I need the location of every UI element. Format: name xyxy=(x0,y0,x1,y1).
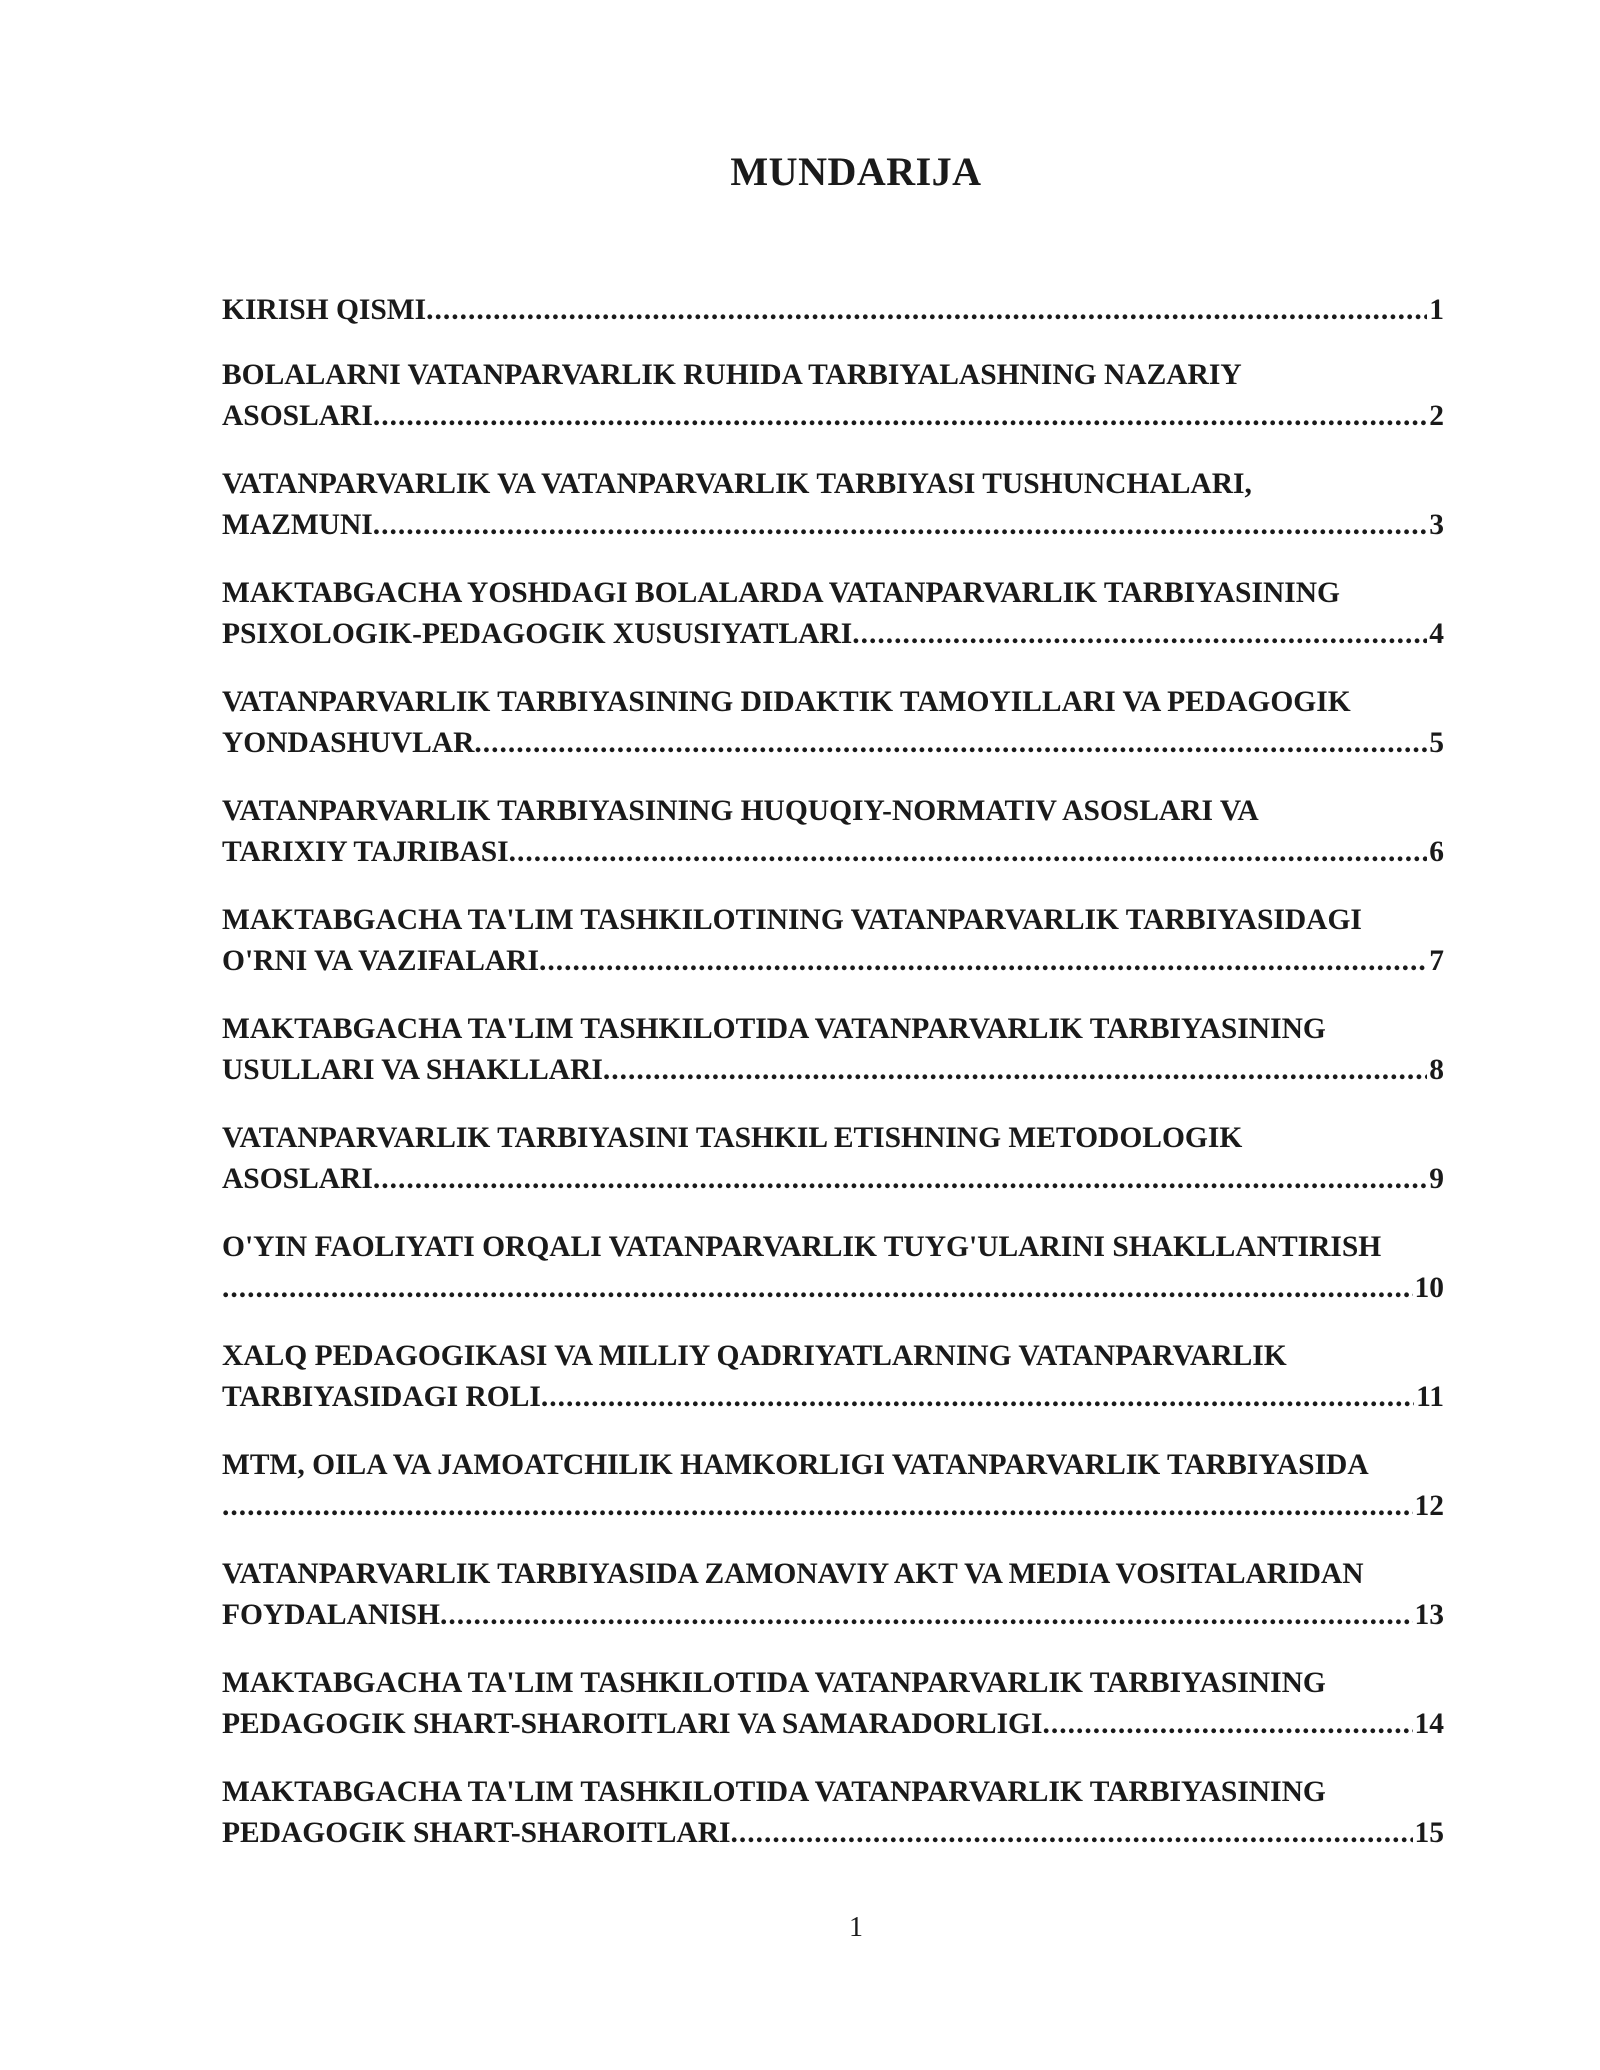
toc-entry-title-line1: O'YIN FAOLIYATI ORQALI VATANPARVARLIK TUYG'ULARINI SHAKLLANTIRISH xyxy=(222,1231,1382,1263)
dot-leader xyxy=(603,1050,1427,1091)
page-footer-number: 1 xyxy=(849,1912,863,1943)
dot-leader xyxy=(440,1595,1413,1636)
toc-entry-title-line2: YONDASHUVLAR xyxy=(222,727,475,759)
toc-entry-title-line2: PEDAGOGIK SHART-SHAROITLARI xyxy=(222,1817,731,1849)
toc-page-number: 7 xyxy=(1429,945,1444,977)
toc-page-number: 10 xyxy=(1414,1272,1444,1304)
dot-leader xyxy=(426,290,1427,331)
toc-entry-title-line2: FOYDALANISH xyxy=(222,1599,440,1631)
toc-page-number: 1 xyxy=(1429,294,1444,326)
toc-entry-title-line1: MAKTABGACHA TA'LIM TASHKILOTIDA VATANPARVARLIK TARBIYASINING xyxy=(222,1667,1326,1699)
dot-leader xyxy=(509,832,1428,873)
toc-entry-title-line1: VATANPARVARLIK TARBIYASINI TASHKIL ETISHNING METODOLOGIK xyxy=(222,1122,1243,1154)
toc-entry-title-line1: MAKTABGACHA TA'LIM TASHKILOTIDA VATANPARVARLIK TARBIYASINING xyxy=(222,1013,1326,1045)
toc-entry-12[interactable] xyxy=(222,1445,1444,1527)
toc-page-number: 14 xyxy=(1414,1708,1444,1740)
toc-entry-lastline xyxy=(222,396,1444,437)
toc-entry-title-line1: XALQ PEDAGOGIKASI VA MILLIY QADRIYATLARNING VATANPARVARLIK xyxy=(222,1340,1287,1372)
toc-entry-5[interactable] xyxy=(222,682,1444,764)
toc-page-number: 3 xyxy=(1429,509,1444,541)
toc-entry-lastline xyxy=(222,290,1444,331)
toc-page-number: 11 xyxy=(1416,1381,1444,1413)
toc-entry-8[interactable] xyxy=(222,1009,1444,1091)
dot-leader xyxy=(474,723,1427,764)
dot-leader xyxy=(852,614,1427,655)
toc-entry-7[interactable] xyxy=(222,900,1444,982)
toc-page-number: 12 xyxy=(1414,1490,1444,1522)
dot-leader xyxy=(373,396,1427,437)
toc-entry-title-line1: MTM, OILA VA JAMOATCHILIK HAMKORLIGI VATANPARVARLIK TARBIYASIDA xyxy=(222,1449,1369,1481)
table-of-contents xyxy=(222,290,1444,1881)
toc-entry-title-line2: TARBIYASIDAGI ROLI xyxy=(222,1381,541,1413)
toc-entry-11[interactable] xyxy=(222,1336,1444,1418)
toc-entry-lastline xyxy=(222,941,1444,982)
page-title: MUNDARIJA xyxy=(730,149,982,194)
toc-entry-lastline xyxy=(222,1377,1444,1418)
dot-leader xyxy=(222,1268,1413,1309)
toc-entry-4[interactable] xyxy=(222,573,1444,655)
toc-entry-title-line2: ASOSLARI xyxy=(222,400,373,432)
toc-page-number: 9 xyxy=(1429,1163,1444,1195)
toc-page-number: 6 xyxy=(1429,836,1444,868)
toc-entry-title-line1: VATANPARVARLIK VA VATANPARVARLIK TARBIYASI TUSHUNCHALARI, xyxy=(222,468,1252,500)
toc-entry-6[interactable] xyxy=(222,791,1444,873)
toc-entry-9[interactable] xyxy=(222,1118,1444,1200)
toc-entry-1[interactable] xyxy=(222,290,1444,331)
toc-entry-lastline xyxy=(222,1268,1444,1309)
toc-entry-13[interactable] xyxy=(222,1554,1444,1636)
toc-entry-lastline xyxy=(222,1704,1444,1745)
toc-entry-title-line2: TARIXIY TAJRIBASI xyxy=(222,836,509,868)
toc-page-number: 13 xyxy=(1414,1599,1444,1631)
toc-entry-title-line1: MAKTABGACHA YOSHDAGI BOLALARDA VATANPARVARLIK TARBIYASINING xyxy=(222,577,1340,609)
toc-page-number: 2 xyxy=(1429,400,1444,432)
toc-entry-lastline xyxy=(222,505,1444,546)
toc-entry-lastline xyxy=(222,832,1444,873)
dot-leader xyxy=(373,1159,1427,1200)
toc-entry-3[interactable] xyxy=(222,464,1444,546)
toc-entry-2[interactable] xyxy=(222,355,1444,437)
toc-entry-title-line2: ASOSLARI xyxy=(222,1163,373,1195)
toc-entry-lastline xyxy=(222,1050,1444,1091)
toc-entry-title-line2: O'RNI VA VAZIFALARI xyxy=(222,945,539,977)
toc-entry-15[interactable] xyxy=(222,1772,1444,1854)
toc-page-number: 4 xyxy=(1429,618,1444,650)
toc-entry-title: KIRISH QISMI xyxy=(222,294,427,326)
dot-leader xyxy=(539,941,1427,982)
toc-entry-14[interactable] xyxy=(222,1663,1444,1745)
toc-page-number: 15 xyxy=(1414,1817,1444,1849)
toc-entry-lastline xyxy=(222,614,1444,655)
dot-leader xyxy=(222,1486,1413,1527)
toc-entry-lastline xyxy=(222,1159,1444,1200)
dot-leader xyxy=(541,1377,1414,1418)
toc-entry-title-line2: MAZMUNI xyxy=(222,509,373,541)
toc-entry-title-line1: VATANPARVARLIK TARBIYASIDA ZAMONAVIY AKT VA MEDIA VOSITALARIDAN xyxy=(222,1558,1364,1590)
toc-entry-title-line2: PSIXOLOGIK-PEDAGOGIK XUSUSIYATLARI xyxy=(222,618,853,650)
toc-entry-title-line1: BOLALARNI VATANPARVARLIK RUHIDA TARBIYALASHNING NAZARIY xyxy=(222,359,1242,391)
toc-entry-title-line1: MAKTABGACHA TA'LIM TASHKILOTINING VATANPARVARLIK TARBIYASIDAGI xyxy=(222,904,1362,936)
toc-entry-lastline xyxy=(222,723,1444,764)
toc-entry-title-line1: MAKTABGACHA TA'LIM TASHKILOTIDA VATANPARVARLIK TARBIYASINING xyxy=(222,1776,1326,1808)
toc-entry-lastline xyxy=(222,1813,1444,1854)
toc-page-number: 8 xyxy=(1429,1054,1444,1086)
toc-entry-10[interactable] xyxy=(222,1227,1444,1309)
toc-entry-title-line2: PEDAGOGIK SHART-SHAROITLARI VA SAMARADORLIGI xyxy=(222,1708,1043,1740)
dot-leader xyxy=(731,1813,1413,1854)
dot-leader xyxy=(1042,1704,1412,1745)
toc-entry-title-line2: USULLARI VA SHAKLLARI xyxy=(222,1054,603,1086)
toc-entry-title-line1: VATANPARVARLIK TARBIYASINING HUQUQIY-NORMATIV ASOSLARI VA xyxy=(222,795,1259,827)
toc-entry-lastline xyxy=(222,1595,1444,1636)
toc-page-number: 5 xyxy=(1429,727,1444,759)
toc-entry-lastline xyxy=(222,1486,1444,1527)
toc-entry-title-line1: VATANPARVARLIK TARBIYASINING DIDAKTIK TAMOYILLARI VA PEDAGOGIK xyxy=(222,686,1351,718)
dot-leader xyxy=(373,505,1427,546)
